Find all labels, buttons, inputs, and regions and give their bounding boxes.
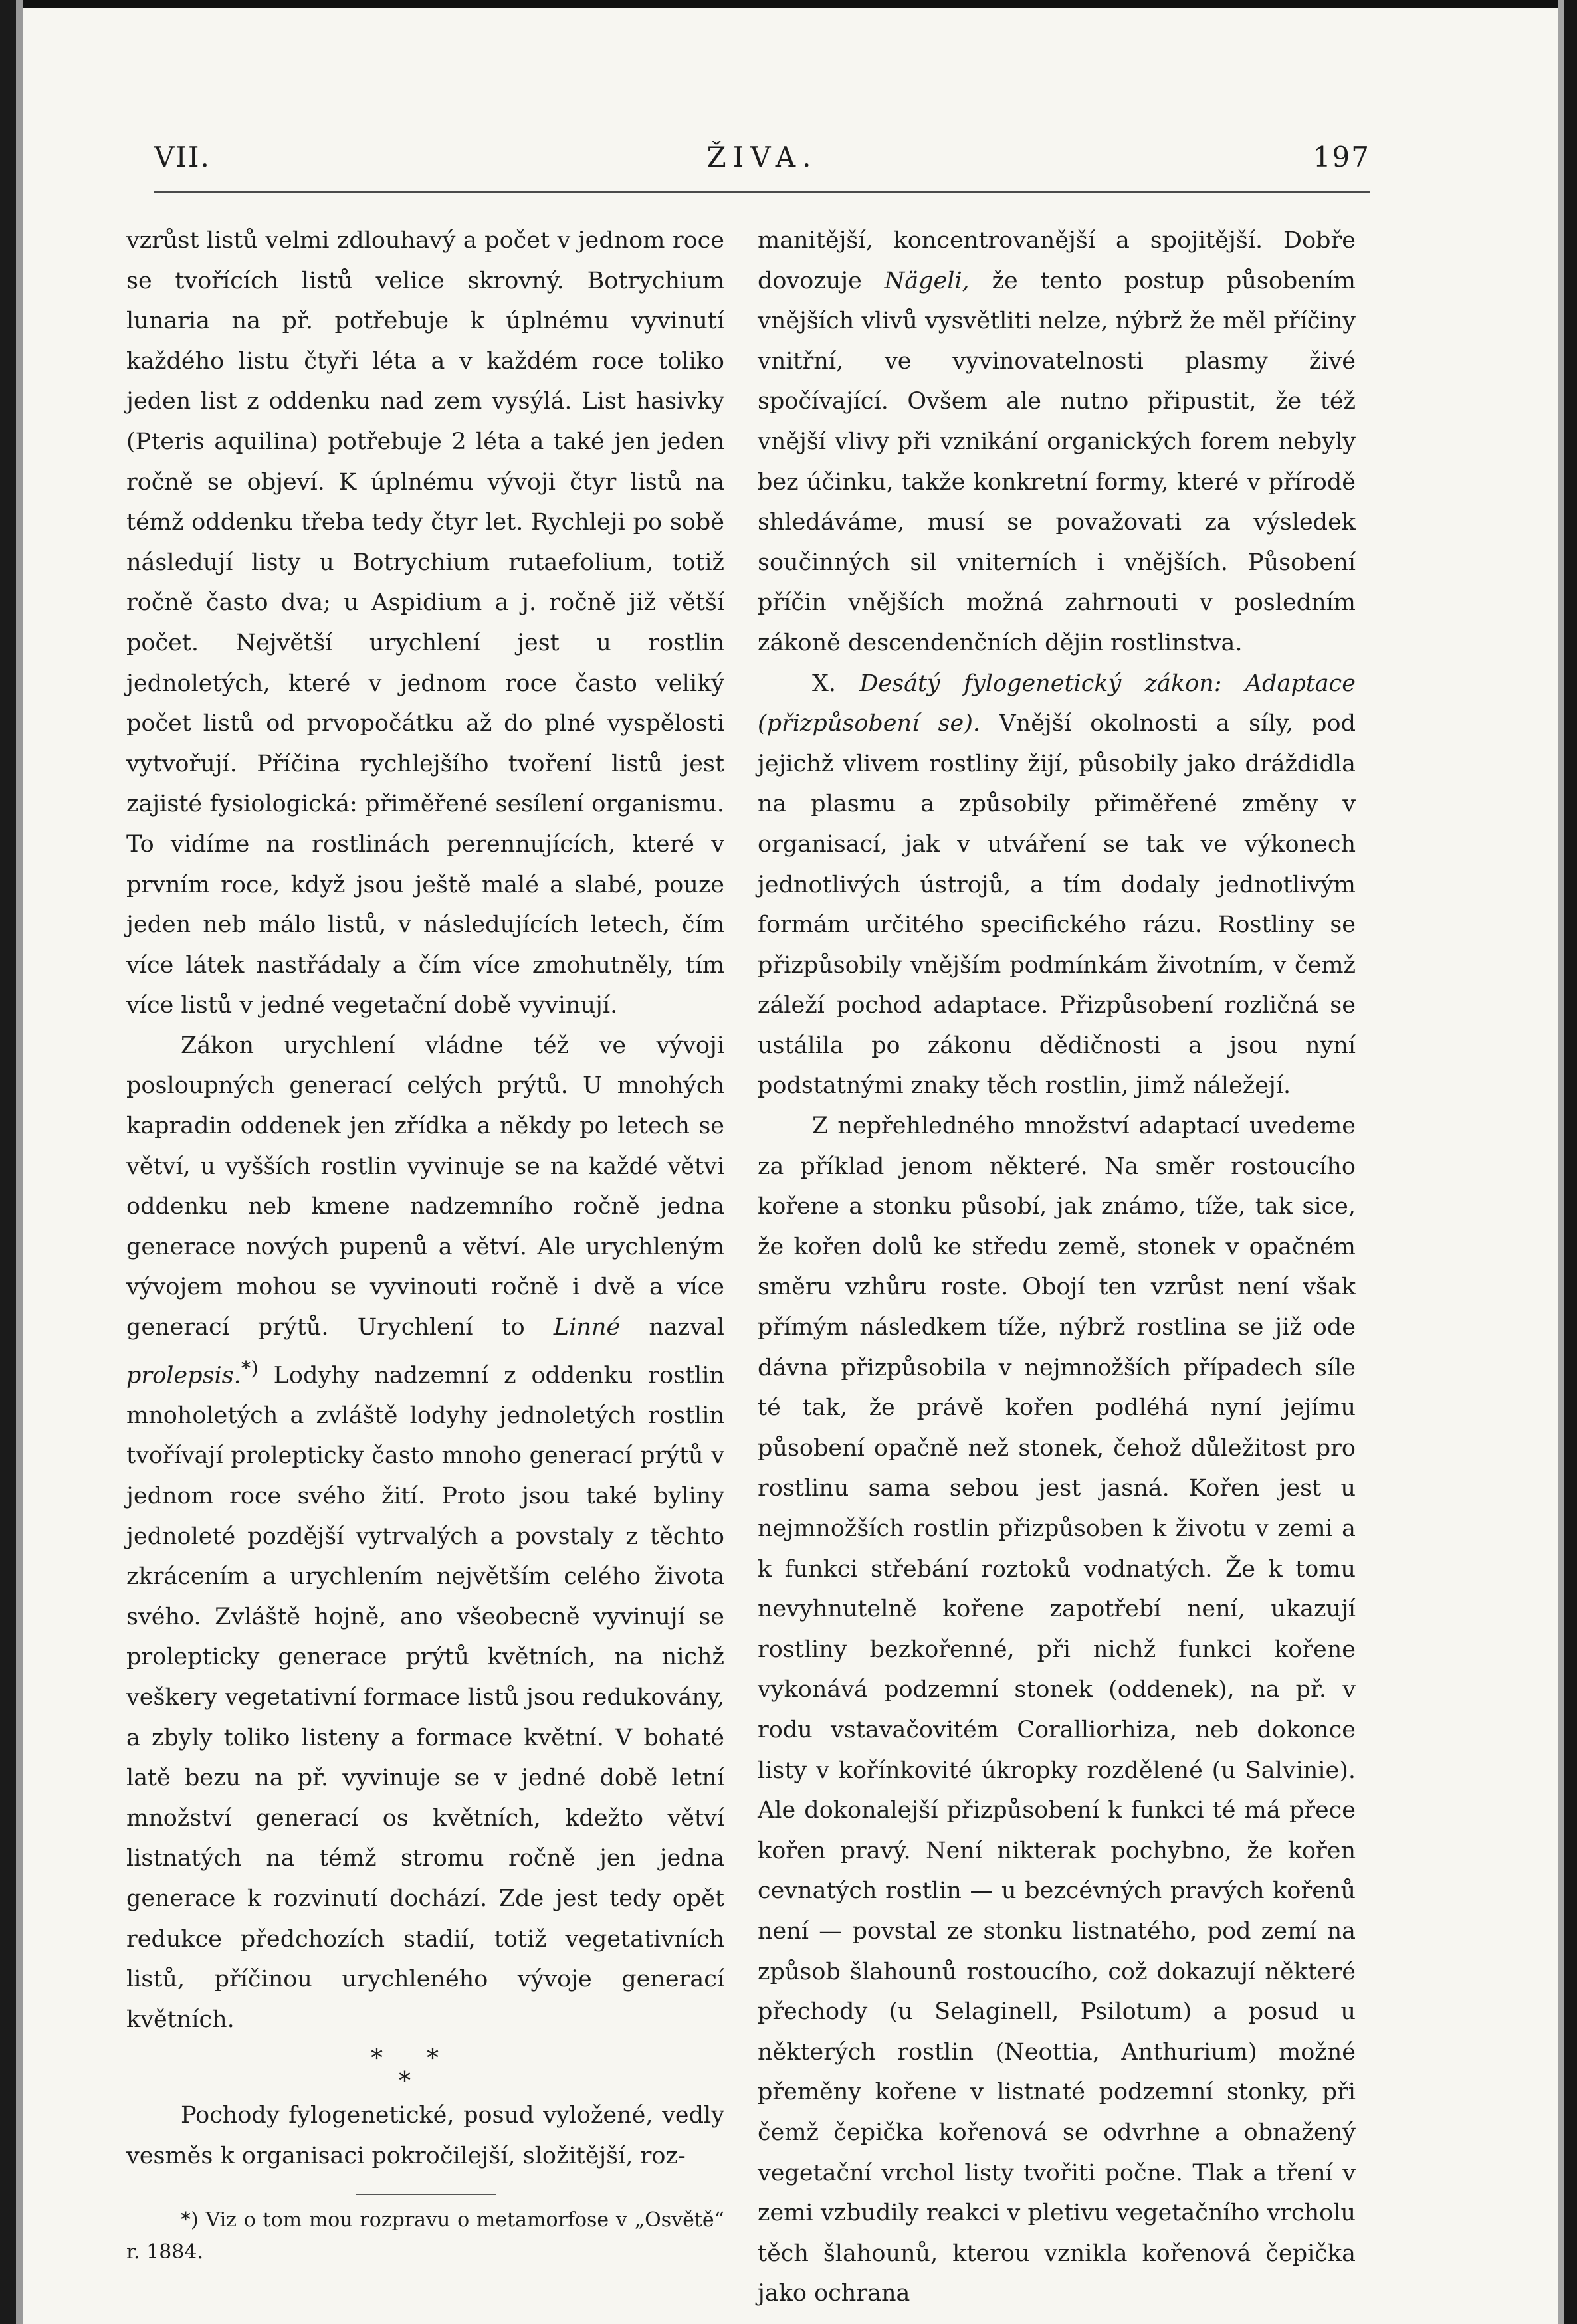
paragraph-text: že tento postup působením vnějších vlivů vysvětliti nelze, nýbrž že měl příčiny vnitřní, ve vyvinovatelnosti plasmy živé spočívající. Ovšem ale nutno připustit, že též vnější vlivy při vznikání organických forem nebyly bez účinku, takže konkretní formy, které v přírodě shledáváme, musí se považovati za výsledek součinných sil vniterních i vnějších. Působení příčin vnějších možná zahrnouti v posledním zákoně descendenčních dějin rostlinstva. [758,267,1356,656]
scan-border-left-inner [16,0,23,2324]
left-column [126,221,724,2268]
paragraph-continuation: vzrůst listů velmi zdlouhavý a počet v jednom roce se tvořících listů velice skrovný. Botrychium lunaria na př. potřebuje k úplnému vyvinutí každého listu čtyři léta a v každém roce toliko jeden list z oddenku nad zem vysýlá. List hasivky (Pteris aquilina) potřebuje 2 léta a také jen jeden ročně se objeví. K úplnému vývoji čtyr listů na témž oddenku třeba tedy čtyr let. Rychleji po sobě následují listy u Botrychium rutaefolium, totiž ročně často dva; u Aspidium a j. ročně již větší počet. Největší urychlení jest u rostlin jednoletých, které v jednom roce často veliký počet listů od prvopočátku až do plné vyspělosti vytvořují. Příčina rychlejšího tvoření listů jest zajisté fysiologická: přiměřené sesílení organismu. To vidíme na rostlinách perennujících, které v prvním roce, když jsou ještě malé a slabé, pouze jeden neb málo listů, v následujících letech, čím více látek nastřádaly a čím více zmohutněly, tím více listů v jedné vegetační době vyvinují. [126,227,724,1019]
paragraph-text: Zákon urychlení vládne též ve vývoji posloupných generací celých prýtů. U mnohých kapradin oddenek jen zřídka a někdy po letech se větví, u vyšších rostlin vyvinuje se na každé větvi oddenku neb kmene nadzemního ročně jedna generace nových pupenů a větví. Ale urychleným vývojem mohou se vyvinouti ročně i dvě a více generací prýtů. Urychlení to [126,1032,724,1341]
paragraph-text: nazval [649,1314,724,1341]
journal-title: ŽIVA. [706,141,818,173]
asterisk: * [427,2045,439,2073]
section-divider-asterism [126,2040,724,2095]
asterisk: * [399,2068,411,2095]
scan-border-top [0,0,1577,8]
paragraph-text: Lodyhy nadzemní z oddenku rostlin mnoholetých a zvláště lodyhy jednoletých rostlin tvořívají prolepticky často mnoho generací prýtů v jednom roce svého žití. Proto jsou také byliny jednoleté pozdější vytrvalých a povstaly z těchto zkrácením a urychlením největším celého života svého. Zvláště hojně, ano všeobecně vyvinují se prolepticky generace prýtů květních, na nichž veškery vegetativní formace listů jsou redukovány, a zbyly toliko listeny a formace květní. V bohaté latě bezu na př. vyvinuje se v jedné době letní množství generací os květních, kdežto větví listnatých na témž stromu ročně jen jedna generace k rozvinutí dochází. Zde jest tedy opět redukce předchozích stadií, totiž vegetativních listů, příčinou urychleného vývoje generací květních. [126,1362,724,2033]
paragraph-phylogenetic: Pochody fylogenetické, posud vyložené, vedly vesměs k organisaci pokročilejší, složitější, roz- [126,2102,724,2169]
author-linne: Linné [553,1314,621,1341]
paragraph-text: Vnější okolnosti a síly, pod jejichž vlivem rostliny žijí, působily jako dráždidla na plasmu a způsobily přiměřené změny v organisací, jak v utváření se tak ve výkonech jednotlivých ústrojů, a tím dodaly jednotlivým formám určitého specifického rázu. Rostliny se přizpůsobily vnějším podmínkám životním, v čemž záleží pochod adaptace. Přizpůsobení rozličná se ustálila po zákonu dědičnosti a jsou nyní podstatnými znaky těch rostlin, jimž náležejí. [758,710,1356,1100]
header-rule [154,191,1370,193]
term-prolepsis: prolepsis. [126,1362,241,1389]
paragraph-adaptations: Z nepřehledného množství adaptací uvedeme za příklad jenom některé. Na směr rostoucího kořene a stonku působí, jak známo, tíže, tak sice, že kořen dolů ke středu země, stonek v opačném směru vzhůru roste. Obojí ten vzrůst není však přímým následkem tíže, nýbrž rostlina se již ode dávna přizpůsobila v nejmnožších případech síle té tak, že právě kořen podléhá nyní jejímu působení opačně než stonek, čehož důležitost pro rostlinu sama sebou jest jasná. Kořen jest u nejmnožších rostlin přizpůsoben k životu v zemi a k funkci střebání roztoků vodnatých. Že k tomu nevyhnutelně kořene zapotřebí není, ukazují rostliny bezkořenné, při nichž funkci kořene vykonává podzemní stonek (oddenek), na př. v rodu vstavačovitém Coralliorhiza, neb dokonce listy v kořínkovité úkropky rozdělené (u Salvinie). Ale dokonalejší přizpůsobení k funkci té má přece kořen pravý. Není nikterak pochybno, že kořen cevnatých rostlin — u bezcévných pravých kořenů není — povstal ze stonku listnatého, pod zemí na způsob šlahounů rostoucího, což dokazují některé přechody (u Selaginell, Psilotum) a posud u některých rostlin (Neottia, Anthurium) možné přeměny kořene v listnaté podzemní stonky, při čemž čepička kořenová se odvrhne a obnažený vegetační vrchol listy tvořiti počne. Tlak a tření v zemi vzbudily reakci v pletivu vegetačního vrcholu těch šlahounů, kterou vznikla kořenová čepička jako ochrana [758,1113,1356,2307]
section-title: Desátý fylogenetický zákon: Adaptace (přizpůsobení se). [758,670,1356,737]
scan-border-left [0,0,16,2324]
asterisk: * [371,2045,383,2073]
paragraph-acceleration-law [126,1026,724,2040]
section-number: X. [812,670,837,697]
author-nageli: Nägeli, [884,267,970,294]
paragraph-tenth-law [758,664,1356,1107]
paragraph-continuation [758,221,1356,664]
footnote: *) Viz o tom mou rozpravu o metamorfose v „Osvětě“ r. 1884. [126,2208,724,2264]
scan-border-right-inner [1558,0,1564,2324]
page-number: 197 [1313,141,1370,173]
paragraph-text: manitější, koncentrovanější a spojitější. Dobře dovozuje [758,227,1356,294]
footnote-rule [356,2194,496,2195]
footnote-marker: *) [241,1356,259,1379]
right-column [758,221,1356,2314]
volume-number: VII. [154,141,211,173]
scan-border-right [1564,0,1577,2324]
running-header [154,141,1370,187]
